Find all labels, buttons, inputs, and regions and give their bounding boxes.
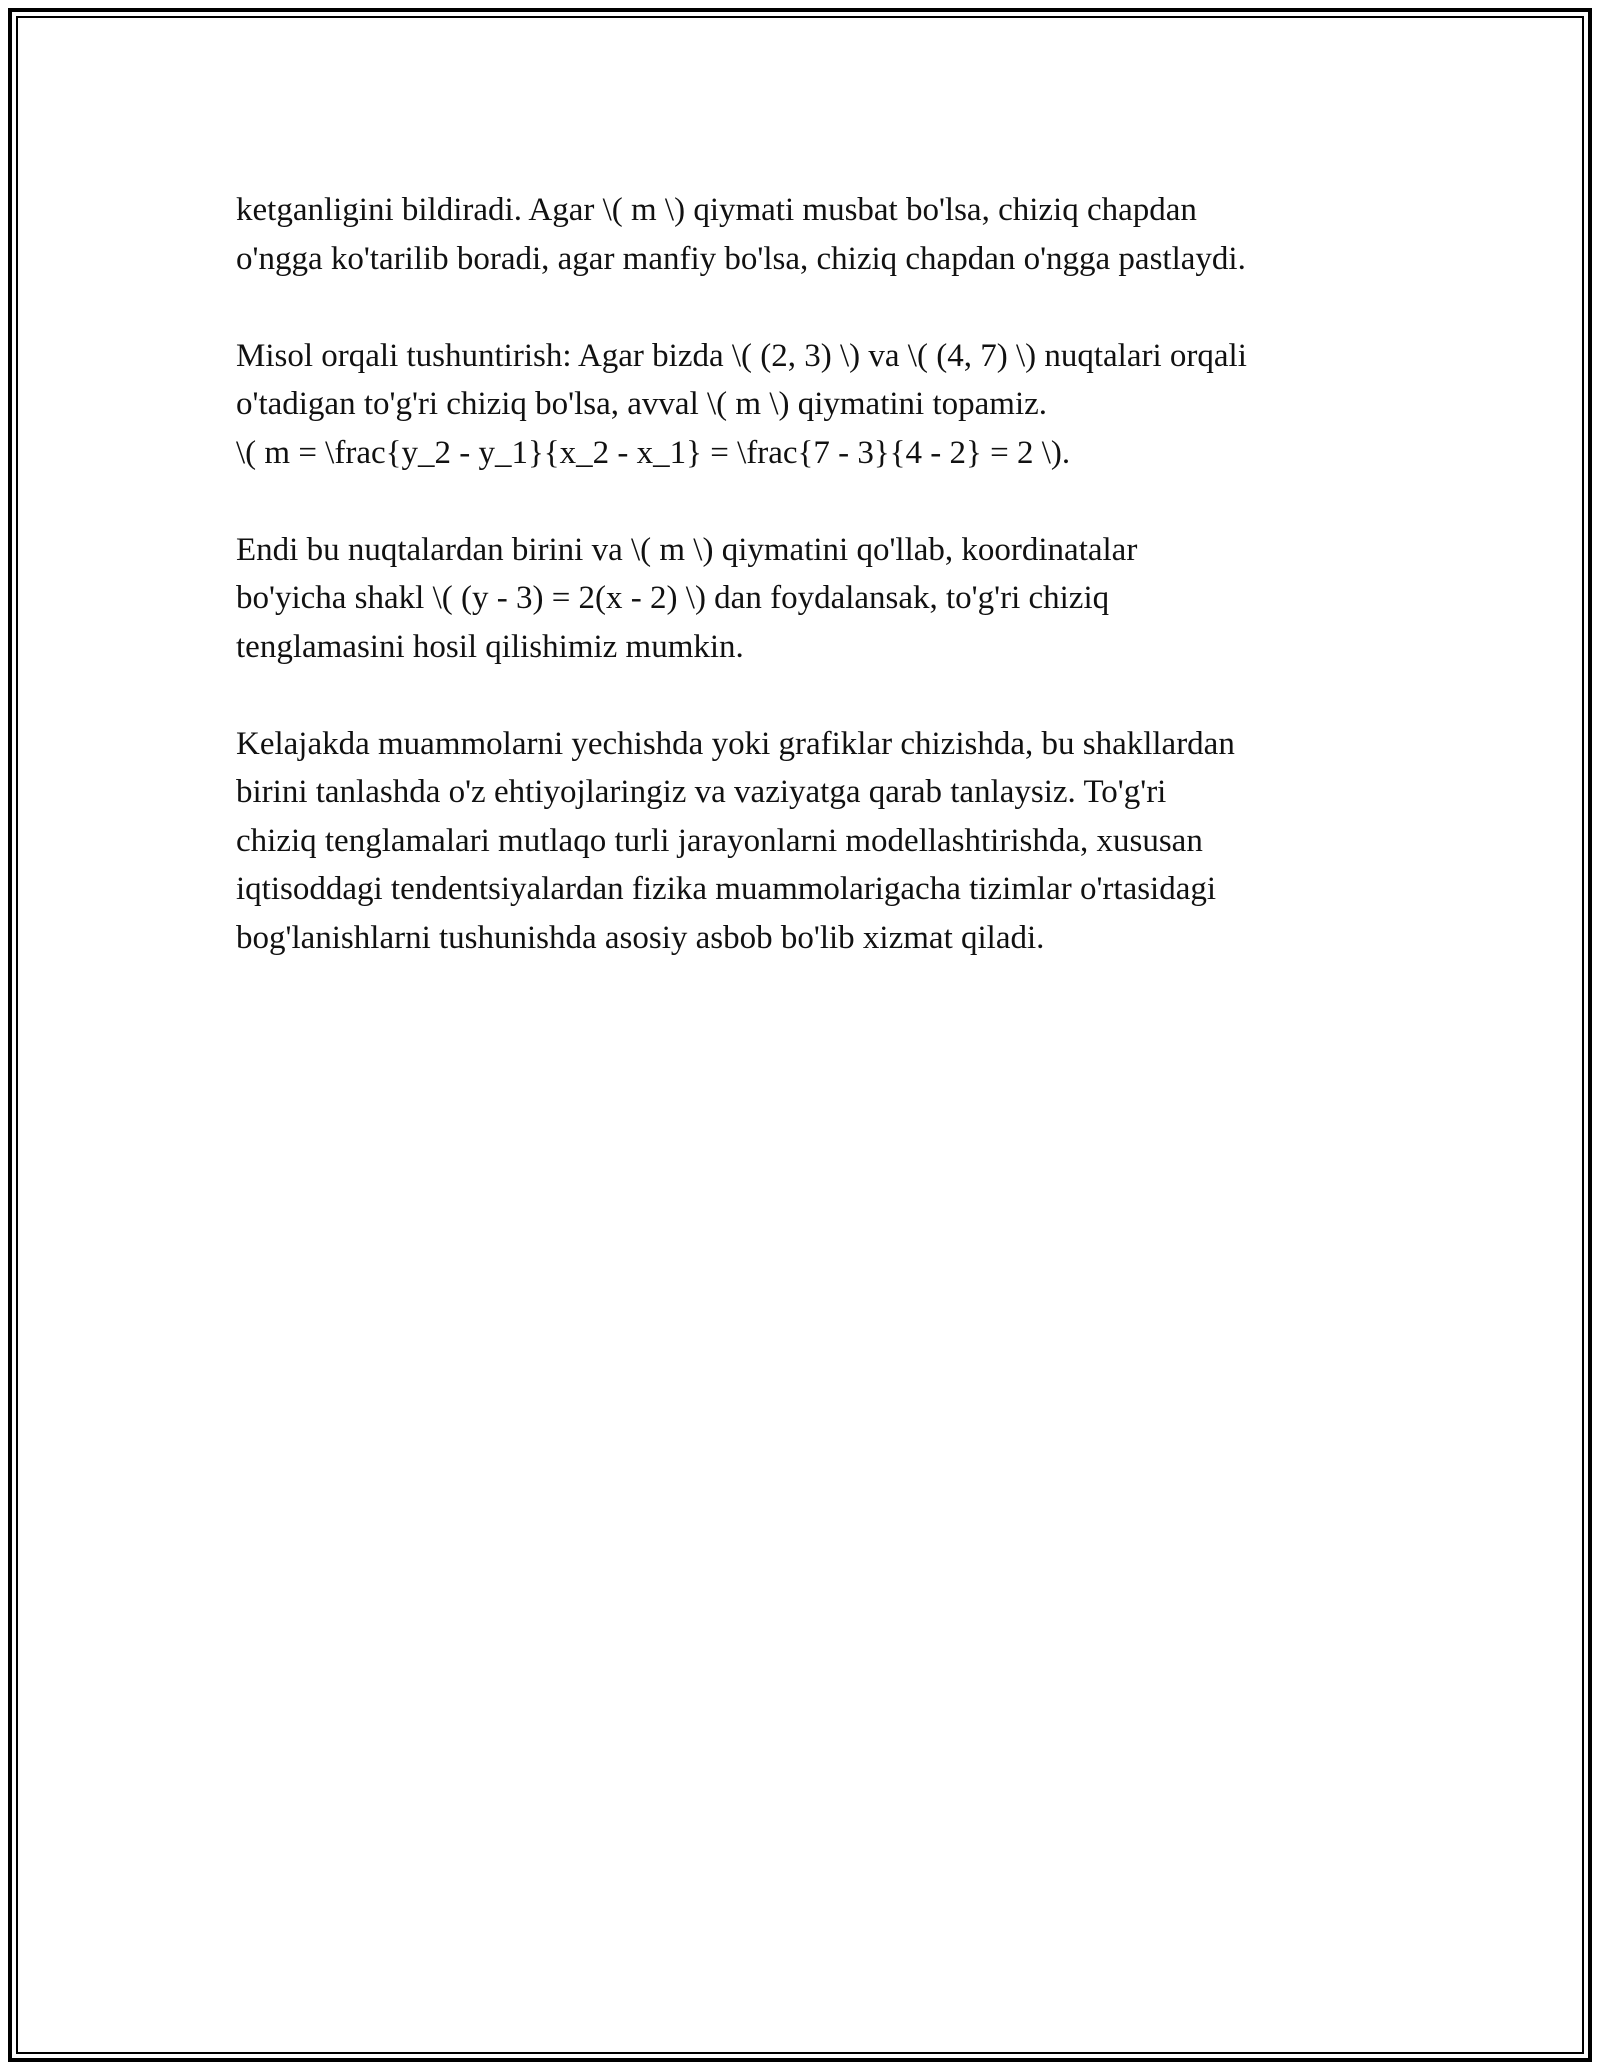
text-line: tenglamasini hosil qilishimiz mumkin. bbox=[236, 628, 744, 665]
paragraph-example bbox=[236, 332, 1416, 478]
text-line: ketganligini bildiradi. Agar \( m \) qiymati musbat bo'lsa, chiziq chapdan bbox=[236, 192, 1197, 228]
paragraph-point-slope bbox=[236, 526, 1416, 672]
text-line: o'tadigan to'g'ri chiziq bo'lsa, avval \( m \) qiymatini topamiz. bbox=[236, 386, 1048, 422]
text-line: bog'lanishlarni tushunishda asosiy asbob bo'lib xizmat qiladi. bbox=[236, 919, 1045, 956]
text-line: o'ngga ko'tarilib boradi, agar manfiy bo'lsa, chiziq chapdan o'ngga pastlaydi. bbox=[236, 240, 1246, 277]
text-line: Misol orqali tushuntirish: Agar bizda \( (2, 3) \) va \( (4, 7) \) nuqtalari orqali bbox=[236, 337, 1247, 374]
paragraph-conclusion bbox=[236, 720, 1416, 963]
text-line: bo'yicha shakl \( (y - 3) = 2(x - 2) \) dan foydalansak, to'g'ri chiziq bbox=[236, 580, 1110, 616]
paragraph-slope-direction bbox=[236, 186, 1416, 283]
text-line: \( m = \frac{y_2 - y_1}{x_2 - x_1} = \frac{7 - 3}{4 - 2} = 2 \). bbox=[236, 434, 1071, 471]
text-line: iqtisoddagi tendentsiyalardan fizika muammolarigacha tizimlar o'rtasidagi bbox=[236, 871, 1217, 907]
text-line: birini tanlashda o'z ehtiyojlaringiz va vaziyatga qarab tanlaysiz. To'g'ri bbox=[236, 774, 1167, 810]
document-body bbox=[236, 186, 1416, 1011]
text-line: Endi bu nuqtalardan birini va \( m \) qiymatini qo'llab, koordinatalar bbox=[236, 531, 1138, 568]
text-line: chiziq tenglamalari mutlaqo turli jarayonlarni modellashtirishda, xususan bbox=[236, 822, 1203, 859]
text-line: Kelajakda muammolarni yechishda yoki grafiklar chizishda, bu shakllardan bbox=[236, 725, 1235, 762]
